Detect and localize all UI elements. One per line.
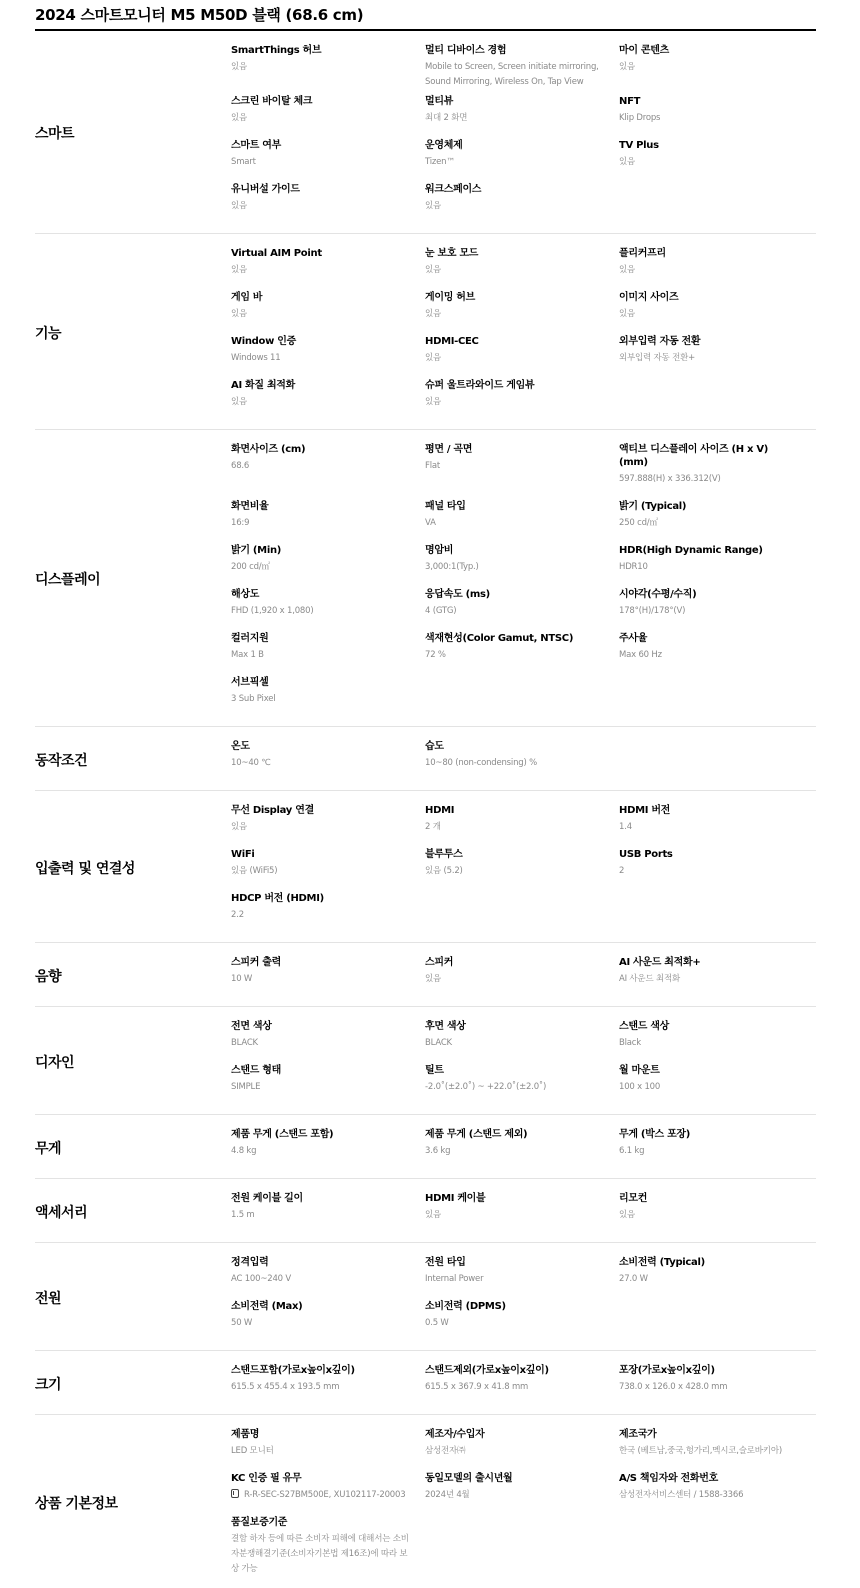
spec-item [619,632,813,671]
spec-item [231,379,425,418]
spec-value: 1.5 m [231,1210,255,1220]
spec-label: 스탠드제외(가로x높이x깊이) [425,1365,549,1376]
spec-item [231,676,425,715]
spec-grid [231,1192,816,1231]
spec-grid [231,44,816,222]
spec-value: 있음 [425,974,442,984]
spec-label: HDMI [425,805,455,816]
spec-value: 외부입력 자동 전환+ [619,353,696,363]
spec-value: 있음 [231,113,248,123]
spec-label: HDMI-CEC [425,336,479,347]
spec-item [425,544,619,583]
spec-value: Klip Drops [619,113,661,123]
spec-section [35,31,816,234]
spec-grid [231,1428,816,1577]
kc-mark-icon [231,1489,239,1498]
spec-value: 16:9 [231,518,250,528]
section-title: 음향 [35,968,62,985]
spec-value: 10 W [231,974,253,984]
spec-label: 눈 보호 모드 [425,248,479,259]
spec-value: 있음 [619,1210,636,1220]
spec-grid [231,1256,816,1339]
spec-item [231,544,425,583]
spec-value: 있음 [425,397,442,407]
spec-value: 200 cd/㎡ [231,562,270,572]
spec-value: 615.5 x 455.4 x 193.5 mm [231,1382,340,1392]
spec-item [425,804,619,843]
spec-item [231,956,425,995]
spec-value: 한국 (베트남,중국,헝가리,멕시코,슬로바키아) [619,1446,782,1456]
spec-label: 컬러지원 [231,633,269,644]
spec-label: 제조국가 [619,1429,657,1440]
spec-value: 1.4 [619,822,632,832]
spec-label: 슈퍼 울트라와이드 게임뷰 [425,380,535,391]
spec-label: AI 화질 최적화 [231,380,296,391]
spec-item [619,335,813,374]
spec-section [35,234,816,430]
spec-label: 서브픽셀 [231,677,269,688]
spec-value: 4 (GTG) [425,606,457,616]
spec-value: 2024년 4월 [425,1490,470,1500]
spec-label: 운영체제 [425,140,463,151]
spec-value: 있음 [231,397,248,407]
spec-item [425,956,619,995]
spec-label: 밝기 (Typical) [619,501,687,512]
spec-value: Black [619,1038,641,1048]
spec-label: 전면 색상 [231,1021,272,1032]
spec-label: 무선 Display 연결 [231,805,314,816]
spec-value: SIMPLE [231,1082,261,1092]
spec-label: HDCP 버전 (HDMI) [231,893,324,904]
spec-value: 3 Sub Pixel [231,694,276,704]
spec-item [425,1428,619,1467]
spec-section [35,791,816,943]
spec-item [619,956,813,995]
spec-label: 스마트 여부 [231,140,281,151]
spec-value: Windows 11 [231,353,281,363]
spec-item [619,139,813,178]
spec-item [619,95,813,134]
spec-label: 시야각(수평/수직) [619,589,697,600]
spec-label: 월 마운트 [619,1065,660,1076]
spec-label: 전원 타입 [425,1257,466,1268]
spec-label: SmartThings 허브 [231,45,322,56]
spec-item [425,291,619,330]
spec-value: 있음 [231,822,248,832]
section-title: 크기 [35,1376,62,1393]
spec-label: 제품 무게 (스탠드 제외) [425,1129,528,1140]
spec-item [619,1020,813,1059]
spec-value: FHD (1,920 x 1,080) [231,606,314,616]
spec-item [231,44,425,90]
spec-item [425,848,619,887]
spec-label: 유니버설 가이드 [231,184,300,195]
spec-label: 플리커프리 [619,248,666,259]
spec-item [425,632,619,671]
spec-label: 마이 콘텐츠 [619,45,669,56]
spec-label: 밝기 (Min) [231,545,282,556]
spec-item [619,588,813,627]
spec-value: 27.0 W [619,1274,648,1284]
spec-label: 소비전력 (Typical) [619,1257,705,1268]
spec-item [231,1516,425,1577]
spec-value: 최대 2 화면 [425,113,468,123]
spec-value: 있음 [425,1210,442,1220]
spec-value: 2 [619,866,625,876]
spec-item [231,247,425,286]
spec-label: HDR(High Dynamic Range) [619,545,763,556]
spec-item [425,740,619,779]
spec-item [425,1192,619,1231]
spec-label: 동일모델의 출시년월 [425,1473,513,1484]
spec-item [619,804,813,843]
spec-value: 178°(H)/178°(V) [619,606,686,616]
spec-value: AC 100~240 V [231,1274,291,1284]
spec-value: 있음 [619,62,636,72]
spec-value: 738.0 x 126.0 x 428.0 mm [619,1382,728,1392]
section-title: 동작조건 [35,752,88,769]
spec-label: 포장(가로x높이x깊이) [619,1365,715,1376]
spec-item [231,632,425,671]
spec-value: 결함 하자 등에 따른 소비자 피해에 대해서는 소비자분쟁해결기준(소비자기본법 제16조)에 따라 보상 가능 [231,1534,409,1574]
spec-section [35,1243,816,1351]
spec-value: 있음 [619,309,636,319]
spec-item [619,291,813,330]
spec-item [231,500,425,539]
spec-value: 250 cd/㎡ [619,518,658,528]
spec-label: 외부입력 자동 전환 [619,336,701,347]
spec-label: NFT [619,96,641,107]
section-title: 무게 [35,1140,62,1157]
spec-label: WiFi [231,849,255,860]
spec-value: 있음 (WiFi5) [231,866,278,876]
spec-item [231,335,425,374]
spec-item [231,1128,425,1167]
spec-item [231,1020,425,1059]
spec-value: 있음 [231,201,248,211]
spec-item [231,804,425,843]
section-title: 디자인 [35,1054,75,1071]
spec-item [231,95,425,134]
spec-value: 100 x 100 [619,1082,661,1092]
spec-label: 품질보증기준 [231,1517,288,1528]
spec-value: 597.888(H) x 336.312(V) [619,474,721,484]
spec-item [619,500,813,539]
spec-item [425,95,619,134]
spec-label: 명암비 [425,545,454,556]
spec-label: 틸트 [425,1065,444,1076]
spec-item [425,1128,619,1167]
spec-value: 4.8 kg [231,1146,257,1156]
spec-value: 10~40 ℃ [231,758,271,768]
spec-label: 블루투스 [425,849,463,860]
spec-label: 제조자/수입자 [425,1429,485,1440]
spec-item [231,443,425,495]
spec-value: BLACK [425,1038,452,1048]
spec-item [619,44,813,90]
spec-item [619,1256,813,1295]
spec-value: 있음 [231,62,248,72]
spec-label: 워크스페이스 [425,184,482,195]
spec-label: 무게 (박스 포장) [619,1129,691,1140]
spec-label: 습도 [425,741,444,752]
spec-item [619,848,813,887]
spec-value: 있음 [425,265,442,275]
spec-value: 72 % [425,650,446,660]
spec-value: Smart [231,157,256,167]
spec-item [231,892,425,931]
spec-item [231,588,425,627]
spec-label: 소비전력 (Max) [231,1301,303,1312]
spec-item [619,247,813,286]
spec-label: 색재현성(Color Gamut, NTSC) [425,633,574,644]
spec-label: HDMI 버전 [619,805,671,816]
spec-label: 스탠드 색상 [619,1021,669,1032]
spec-label: 게임 바 [231,292,263,303]
spec-item [425,1472,619,1511]
spec-value: 삼성전자㈜ [425,1446,466,1456]
spec-value: 615.5 x 367.9 x 41.8 mm [425,1382,529,1392]
spec-label: 스피커 출력 [231,957,281,968]
section-title: 전원 [35,1290,62,1307]
spec-value: 3.6 kg [425,1146,451,1156]
spec-label: HDMI 케이블 [425,1193,486,1204]
spec-label: 주사율 [619,633,648,644]
spec-section [35,1115,816,1179]
spec-item [619,443,813,495]
section-title: 액세서리 [35,1204,88,1221]
section-title: 상품 기본정보 [35,1495,118,1512]
section-title: 디스플레이 [35,572,101,588]
spec-label: 전원 케이블 길이 [231,1193,303,1204]
spec-item [231,1428,425,1467]
spec-value: 있음 [425,353,442,363]
spec-item [425,379,619,418]
spec-value: 있음 [231,309,248,319]
spec-label: 후면 색상 [425,1021,466,1032]
spec-label: A/S 책임자와 전화번호 [619,1473,718,1484]
spec-value: 2.2 [231,910,244,920]
spec-item [425,44,619,90]
spec-item [425,1020,619,1059]
spec-value: LED 모니터 [231,1446,274,1456]
spec-item [619,1428,813,1467]
spec-value: Max 60 Hz [619,650,662,660]
spec-item [425,183,619,222]
spec-label: Virtual AIM Point [231,248,322,259]
spec-value: 50 W [231,1318,253,1328]
spec-item [231,1364,425,1403]
spec-value: HDR10 [619,562,648,572]
spec-value: 있음 [619,157,636,167]
spec-item [425,335,619,374]
spec-label: 해상도 [231,589,260,600]
spec-item [425,500,619,539]
spec-grid [231,443,816,715]
spec-item [425,588,619,627]
spec-label: 스탠드포함(가로x높이x깊이) [231,1365,355,1376]
spec-item [619,1128,813,1167]
spec-section [35,943,816,1007]
spec-item [619,1064,813,1103]
spec-label: KC 인증 필 유무 [231,1473,302,1484]
spec-label: 패널 타입 [425,501,466,512]
spec-section [35,430,816,727]
spec-item [425,1364,619,1403]
spec-value: Mobile to Screen, Screen initiate mirroring, Sound Mirroring, Wireless On, Tap View [425,62,599,87]
spec-value: AI 사운드 최적화 [619,974,680,984]
spec-label: USB Ports [619,849,673,860]
spec-section [35,727,816,791]
spec-item [231,1256,425,1295]
spec-value: 있음 [425,201,442,211]
spec-value: 0.5 W [425,1318,449,1328]
spec-grid [231,956,816,995]
spec-value: Tizen™ [425,157,455,167]
spec-value: -2.0˚(±2.0˚) ~ +22.0˚(±2.0˚) [425,1082,547,1092]
spec-item [231,1064,425,1103]
spec-item [619,1472,813,1511]
spec-item [231,291,425,330]
spec-item [425,443,619,495]
spec-item [425,139,619,178]
spec-item [425,1256,619,1295]
spec-label: 응답속도 (ms) [425,589,490,600]
spec-sections [35,31,816,1588]
spec-item [231,1472,425,1511]
spec-grid [231,740,816,779]
spec-value: 3,000:1(Typ.) [425,562,479,572]
spec-grid [231,1364,816,1403]
spec-item [425,1300,619,1339]
spec-label: 이미지 사이즈 [619,292,679,303]
spec-label: 스크린 바이탈 체크 [231,96,313,107]
spec-item [231,1300,425,1339]
spec-grid [231,804,816,931]
spec-label: 평면 / 곡면 [425,444,473,455]
spec-value: VA [425,518,436,528]
spec-item [231,1192,425,1231]
spec-label: 액티브 디스플레이 사이즈 (H x V) (mm) [619,444,769,468]
spec-value: 68.6 [231,461,250,471]
spec-label: 화면비율 [231,501,269,512]
spec-item [231,139,425,178]
spec-value-text: R-R-SEC-S27BM500E, XU102117-20003 [244,1490,406,1500]
spec-label: 게이밍 허브 [425,292,475,303]
spec-label: 스탠드 형태 [231,1065,281,1076]
spec-section [35,1415,816,1588]
spec-grid [231,1128,816,1167]
spec-item [425,247,619,286]
spec-section [35,1351,816,1415]
spec-item [231,183,425,222]
spec-item [425,1064,619,1103]
spec-value: 삼성전자서비스센터 / 1588-3366 [619,1490,744,1500]
spec-label: 소비전력 (DPMS) [425,1301,506,1312]
spec-value: BLACK [231,1038,258,1048]
section-title: 입출력 및 연결성 [35,860,135,877]
spec-label: 스피커 [425,957,454,968]
spec-label: 제품 무게 (스탠드 포함) [231,1129,334,1140]
spec-label: TV Plus [619,140,659,151]
spec-item [619,1192,813,1231]
spec-label: Window 인증 [231,336,296,347]
spec-value: 있음 (5.2) [425,866,463,876]
spec-item [619,544,813,583]
spec-value: 있음 [425,309,442,319]
section-title: 기능 [35,325,62,342]
spec-label: 화면사이즈 (cm) [231,444,306,455]
spec-item [231,848,425,887]
spec-value: Flat [425,461,440,471]
spec-value: Internal Power [425,1274,484,1284]
spec-grid [231,247,816,418]
spec-label: AI 사운드 최적화+ [619,957,701,968]
spec-value: 있음 [619,265,636,275]
product-title: 2024 스마트모니터 M5 M50D 블랙 (68.6 cm) [35,6,364,24]
spec-item [231,740,425,779]
spec-label: 제품명 [231,1429,260,1440]
spec-label: 정격입력 [231,1257,269,1268]
spec-label: 멀티 디바이스 경험 [425,45,507,56]
spec-value [231,1488,411,1511]
spec-section [35,1007,816,1115]
section-title: 스마트 [35,126,75,142]
spec-value: 2 개 [425,822,441,832]
spec-label: 멀티뷰 [425,96,454,107]
spec-section [35,1179,816,1243]
spec-value: 6.1 kg [619,1146,645,1156]
spec-grid [231,1020,816,1103]
spec-value: 있음 [231,265,248,275]
spec-label: 리모컨 [619,1193,648,1204]
spec-item [619,1364,813,1403]
spec-label: 온도 [231,741,250,752]
spec-value: 10~80 (non-condensing) % [425,758,537,768]
spec-value: Max 1 B [231,650,264,660]
